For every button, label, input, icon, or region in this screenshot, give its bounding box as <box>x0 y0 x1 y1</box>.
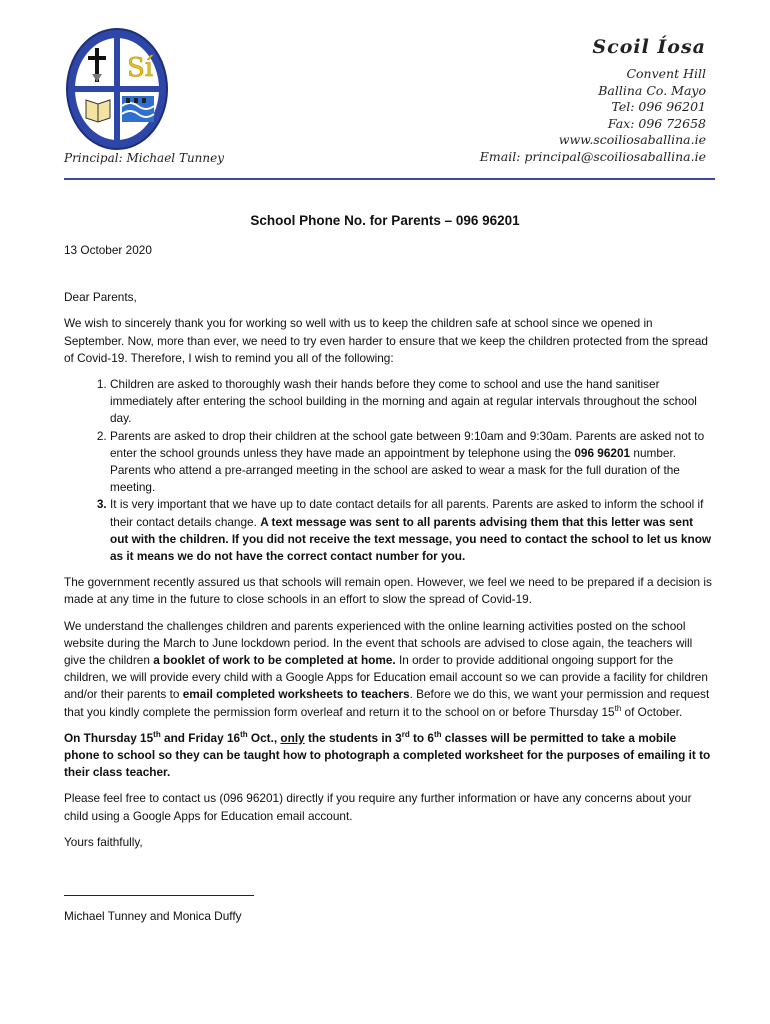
header-divider <box>64 178 715 180</box>
intro-paragraph: We wish to sincerely thank you for working so well with us to keep the children safe at school since we opened in September. Now, more than ever, we need to try even harder to ensure that we keep the children protected from the spread of Covid-19. Therefore, I wish to remind you all of the following: <box>64 316 708 365</box>
closing: Yours faithfully, <box>64 834 143 849</box>
contact-paragraph: Please feel free to contact us (096 96201) directly if you require any further information or have any concerns about your child using a Google Apps for Education email account. <box>64 791 692 823</box>
address-line: Convent Hill <box>626 66 706 81</box>
waves-icon <box>122 96 154 122</box>
school-crest-logo <box>64 26 170 152</box>
government-paragraph: The government recently assured us that schools will remain open. However, we feel we need to be prepared if a decision is made at any time in the future to close schools in an effort to slow the spread of Covid-19. <box>64 575 712 607</box>
fax-line: Fax: 096 72658 <box>607 115 706 131</box>
list-item: 1. Children are asked to thoroughly wash their hands before they come to school and use the hand sanitiser immediately after entering the school building in the morning and again at regular intervals throughout the school day. <box>110 376 714 428</box>
telephone-line: Tel: 096 96201 <box>611 99 706 115</box>
signatories: Michael Tunney and Monica Duffy <box>64 909 242 924</box>
email-line: Email: principal@scoiliosaballina.ie <box>479 148 706 164</box>
principal-name: Principal: Michael Tunney <box>64 151 225 165</box>
reminders-list <box>64 376 714 565</box>
letter-body <box>64 242 714 934</box>
school-address-block <box>480 36 706 166</box>
logo-letters: Sí <box>127 53 154 83</box>
signature-line <box>64 895 254 896</box>
letter-title: School Phone No. for Parents – 096 96201 <box>250 213 520 228</box>
mobile-phone-paragraph: On Thursday 15th and Friday 16th Oct., only the students in 3rd to 6th classes will be permitted to take a mobile phone to school so they can be taught how to photograph a completed worksheet for the purposes of emailing it to their class teacher. <box>64 729 711 780</box>
address-line: Ballina Co. Mayo <box>598 82 706 98</box>
website-line: www.scoiliosaballina.ie <box>558 132 706 148</box>
list-item: 2. Parents are asked to drop their children at the school gate between 9:10am and 9:30am. Parents are asked not to enter the school grounds unless they have made an appointment by telephone using the 096 96201 number. Parents who attend a pre-arranged meeting in the school are asked to wear a mask for the full duration of the meeting. <box>110 428 714 497</box>
list-item: 3. It is very important that we have up to date contact details for all parents. Parents are asked to inform the school if their contact details change. A text message was sent to all parents advising them that this letter was sent out with the children. If you did not receive the text message, you need to contact the school to let us know as it means we do not have the correct contact number for you. <box>110 496 714 565</box>
school-name: Scoil Íosa <box>592 36 706 58</box>
letter-date: 13 October 2020 <box>64 243 152 257</box>
salutation: Dear Parents, <box>64 290 137 305</box>
online-learning-paragraph: We understand the challenges children and parents experienced with the online learning activities posted on the school website during the March to June lockdown period. In the event that schools are advised to close again, the teachers will give the children a booklet of work to be completed at home. In order to provide additional ongoing support for the children, we will provide every child with a Google Apps for Education email account so we can provide a facility for children and/or their parents to email completed worksheets to teachers. Before we do this, we want your permission and request that you kindly complete the permission form overleaf and return it to the school on or before Thursday 15th of October. <box>64 618 710 719</box>
